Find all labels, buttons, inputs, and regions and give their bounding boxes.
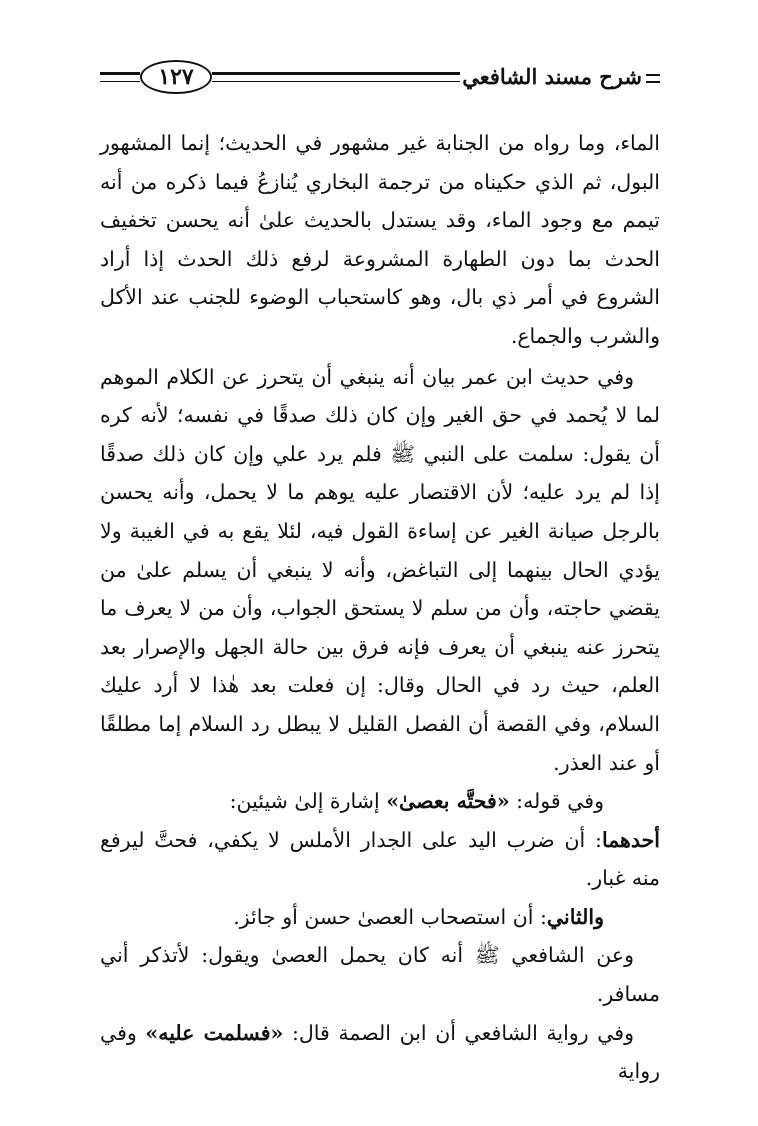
paragraph	[100, 782, 660, 821]
paragraph: وعن الشافعي ﷺ أنه كان يحمل العصىٰ ويقول: لأتذكر أني مسافر.	[100, 943, 660, 1007]
paragraph	[100, 898, 660, 937]
paragraph: الماء، وما رواه من الجنابة غير مشهور في الحديث؛ إنما المشهور البول، ثم الذي حكيناه من ترجمة البخاري يُنازعُ فيما ذكره من أنه تيمم مع وجود الماء، وقد يستدل بالحديث علىٰ أنه يحسن تخفيف الحدث بما دون الطهارة المشروعة لرفع ذلك الحدث إذا أراد الشروع في أمر ذي بال، وهو كاستحباب الوضوء للجنب عند الأكل والشرب والجماع.	[100, 131, 660, 348]
header-rule-left	[100, 72, 140, 82]
item-label: والثاني	[546, 904, 604, 929]
paragraph	[100, 1014, 660, 1091]
page-number: ١٢٧	[140, 60, 212, 94]
quoted-phrase: «فحتَّه بعصىٰ»	[386, 789, 510, 814]
text-run: وفي رواية	[100, 1020, 660, 1084]
page-body	[100, 124, 660, 1091]
text-run: وفي قوله:	[509, 789, 604, 814]
text-run: إشارة إلىٰ شيئين:	[229, 789, 387, 814]
running-header	[100, 58, 660, 102]
paragraph	[100, 821, 660, 898]
header-rule	[212, 72, 460, 82]
item-label: أحدهما	[601, 827, 660, 852]
header-ornament-dash	[646, 74, 660, 83]
text-run: : أن استصحاب العصىٰ حسن أو جائز.	[233, 904, 547, 929]
text-run: وفي رواية الشافعي أن ابن الصمة قال:	[283, 1020, 635, 1045]
header-title: شرح مسند الشافعي	[462, 64, 642, 89]
text-run: : أن ضرب اليد على الجدار الأملس لا يكفي، فحتَّ ليرفع منه غبار.	[100, 827, 660, 891]
paragraph: وفي حديث ابن عمر بيان أنه ينبغي أن يتحرز عن الكلام الموهم لما لا يُحمد في حق الغير وإن كان ذلك صدقًا في نفسه؛ لأنه كره أن يقول: سلمت على النبي ﷺ فلم يرد علي وإن كان ذلك صدقًا إذا لم يرد عليه؛ لأن الاقتصار عليه يوهم ما لا يحمل، وأنه يحسن بالرجل صيانة الغير عن إساءة القول فيه، لئلا يقع به في الغيبة ولا يؤدي الحال بينهما إلى التباغض، وأنه لا ينبغي أن يسلم علىٰ من يقضي حاجته، وأن من سلم لا يستحق الجواب، وأن من لا يعرف ما يتحرز عنه ينبغي أن يعرف فإنه فرق بين حالة الجهل والإصرار بعد العلم، حيث رد في الحال وقال: إن فعلت بعد هٰذا لا أرد عليك السلام، وفي القصة أن الفصل القليل لا يبطل رد السلام إما مطلقًا أو عند العذر.	[100, 364, 660, 775]
quoted-phrase: «فسلمت عليه»	[145, 1020, 284, 1045]
